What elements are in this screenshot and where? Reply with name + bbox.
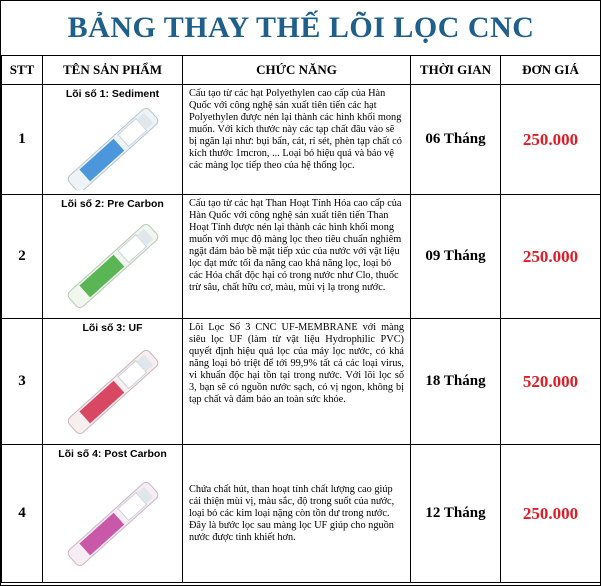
price-value: 250.000 [501,445,601,583]
header-time: THỜI GIAN [411,56,501,85]
product-name: Lõi số 3: UF [82,322,143,334]
replace-time: 06 Tháng [411,85,501,195]
filter-table [1,1,601,583]
table-row [2,319,601,445]
header-function: CHỨC NĂNG [183,56,411,85]
product-name: Lõi số 1: Sediment [65,88,160,100]
function-text: Cấu tạo từ các hạt Than Hoạt Tính Hóa cao cấp của Hàn Quốc với công nghệ sản xuất tiên tiến Than Hoạt Tính được nén lại thành các hình khối mong muốn với mục độ màng lọc theo tiêu chuẩn nghiêm ngặt đảm bảo bề mặt tiếp xúc của nước với vật liệu lọc đạt mức tối đa năng cao khả năng lọc, loại bỏ các Hóa chất độc hại có trong nước như Clo, thuốc trừ sâu, chất hữu cơ, màu, mùi vị lạ trong nước. [183,195,411,319]
header-price: ĐƠN GIÁ [501,56,601,85]
function-text: Chứa chất hút, than hoạt tính chất lượng cao giúp cải thiện mùi vị, màu sắc, độ trong suốt của nước, loại bỏ các kim loại nặng còn tồn dư trong nước. Đây là bước lọc sau màng lọc UF giúp cho nguồn nước được tinh khiết hơn. [183,445,411,583]
product-name: Lõi số 2: Pre Carbon [61,198,164,210]
row-stt: 3 [2,319,43,445]
page-title: BẢNG THAY THẾ LÕI LỌC CNC [67,11,535,44]
replace-time: 12 Tháng [411,445,501,583]
filter-cartridge-image [53,212,173,312]
row-stt: 2 [2,195,43,319]
product-cell [43,319,183,445]
price-value: 250.000 [501,85,601,195]
header-row [2,56,601,85]
function-text: Lõi Lọc Số 3 CNC UF-MEMBRANE với màng siêu lọc UF (làm từ vật liệu Hydrophilic PVC) quyết định hiệu quả lọc của máy lọc nước, có khả năng loại bỏ triệt để tới 99,9% tất cả các loại virus, vi khuẩn độc hại tồn tại trong nước. Với lõi lọc số 3, bạn sẽ có nguồn nước sạch, có vị ngon, không bị tạp chất và đảm bảo an toàn sức khỏe. [183,319,411,445]
row-stt: 1 [2,85,43,195]
header-stt: STT [2,56,43,85]
function-text: Cấu tạo từ các hạt Polyethylen cao cấp của Hàn Quốc với công nghệ sản xuất tiên tiến các hạt Polyethylen được nén lại thành các hình khối mong muốn. Với kích thước này các tạp chất đâu vào sẽ bị ngăn lại như: bụi bẩn, cát, rỉ sét, phèn tạp chất có kích thước 1mcron, ... Loại bỏ hiệu quả và bảo vệ các màng lọc tiếp theo của hệ thống lọc. [183,85,411,195]
price-value: 250.000 [501,195,601,319]
product-cell [43,85,183,195]
product-cell [43,445,183,583]
product-name: Lõi số 4: Post Carbon [58,448,167,460]
filter-cartridge-image [53,336,173,440]
header-product: TÊN SẢN PHẨM [43,56,183,85]
table-row [2,85,601,195]
title-cell [2,1,601,56]
replace-time: 09 Tháng [411,195,501,319]
row-stt: 4 [2,445,43,583]
product-cell [43,195,183,319]
table-row [2,195,601,319]
filter-cartridge-image [53,462,173,578]
replace-time: 18 Tháng [411,319,501,445]
table-row [2,445,601,583]
price-value: 520.000 [501,319,601,445]
filter-cartridge-image [53,102,173,190]
